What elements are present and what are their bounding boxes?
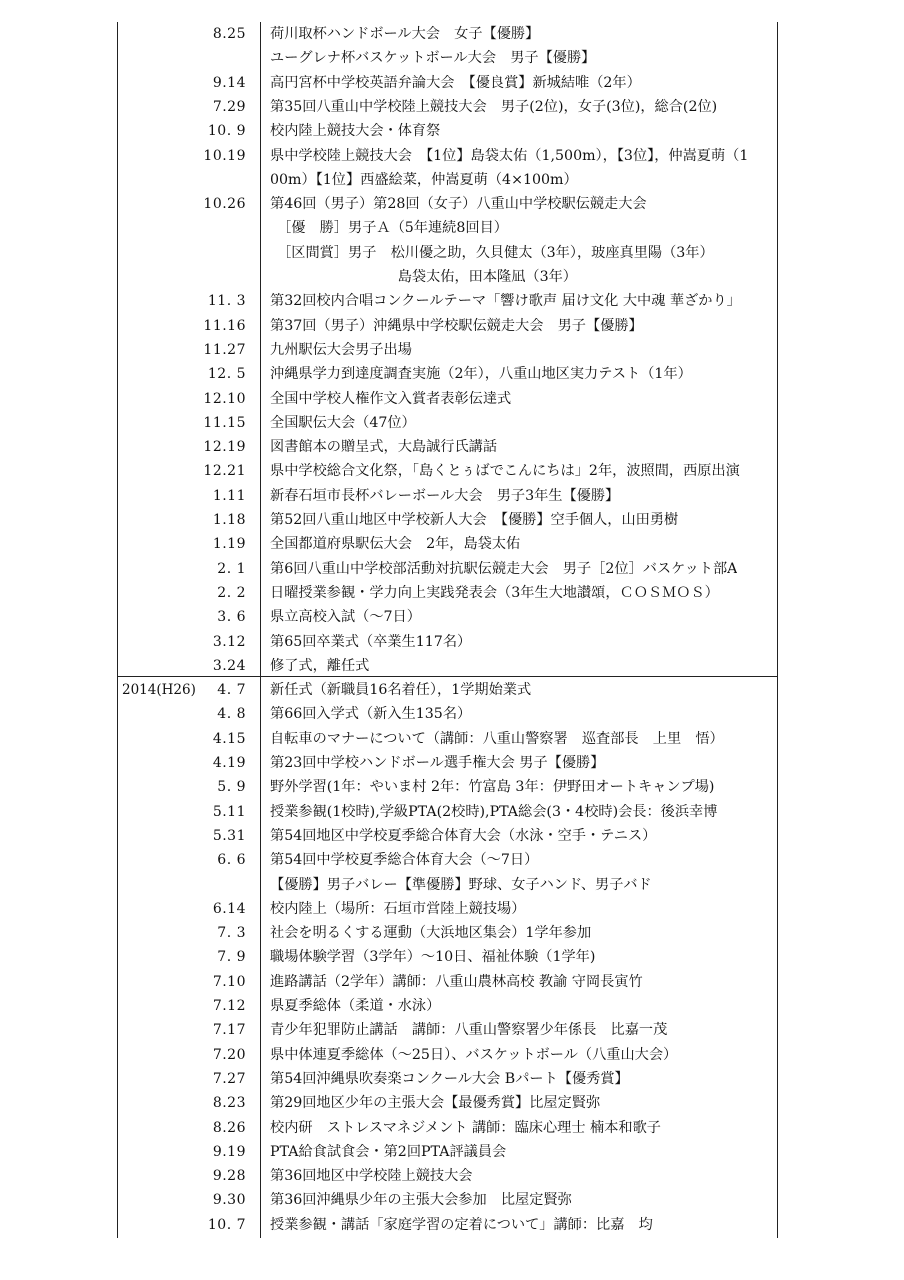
event-cell: 荷川取杯ハンドボール大会 女子【優勝】 bbox=[270, 26, 540, 42]
event-cell: 県立高校入試（～7日） bbox=[270, 609, 421, 626]
table-row bbox=[0, 897, 904, 921]
date-cell: 3.12 bbox=[212, 633, 246, 650]
table-row bbox=[0, 1140, 904, 1164]
table-row bbox=[0, 605, 904, 629]
table-row bbox=[0, 387, 904, 411]
date-cell: 9.14 bbox=[212, 74, 246, 91]
table-row bbox=[0, 192, 904, 216]
table-row bbox=[0, 459, 904, 483]
date-cell: 7.10 bbox=[212, 973, 246, 990]
event-cell: 職場体験学習（3学年）～10日、福祉体験（1学年) bbox=[270, 949, 596, 966]
event-cell: 県中体連夏季総体（～25日）、バスケットボール（八重山大会） bbox=[270, 1046, 678, 1063]
event-cell: 第35回八重山中学校陸上競技大会 男子(2位)，女子(3位)，総合(2位) bbox=[270, 98, 718, 115]
event-cell: ユーグレナ杯バスケットボール大会 男子【優勝】 bbox=[270, 50, 596, 67]
table-row bbox=[0, 168, 904, 192]
event-cell: 県中学校陸上競技大会 【1位】島袋太佑（1,500m），【3位】，仲嵩夏萌（1 bbox=[270, 147, 749, 164]
event-cell: 第36回地区中学校陸上競技大会 bbox=[270, 1168, 473, 1185]
table-row bbox=[0, 484, 904, 508]
date-cell: 10.26 bbox=[203, 196, 246, 213]
table-row bbox=[0, 119, 904, 143]
event-cell: 図書館本の贈呈式，大島誠行氏講話 bbox=[270, 439, 498, 456]
table-row bbox=[0, 241, 904, 265]
table-row bbox=[0, 71, 904, 95]
date-cell: 7.20 bbox=[212, 1046, 246, 1063]
date-cell: 9.28 bbox=[212, 1168, 246, 1185]
date-cell: 11. 3 bbox=[207, 293, 246, 310]
table-row bbox=[0, 970, 904, 994]
date-cell: 1.18 bbox=[212, 512, 246, 528]
event-cell: ［優 勝］男子Ａ（5年連続8回目） bbox=[270, 220, 508, 237]
table-row bbox=[0, 775, 904, 799]
table-row bbox=[0, 411, 904, 435]
event-cell: 進路講話（2学年）講師：八重山農林高校 教諭 守岡長寅竹 bbox=[270, 973, 643, 990]
year-cell: 2014(H26) bbox=[122, 682, 196, 699]
table-row bbox=[0, 22, 904, 46]
date-cell: 9.19 bbox=[212, 1143, 246, 1160]
date-cell: 10. 9 bbox=[207, 123, 246, 140]
event-cell: 第54回中学校夏季総合体育大会（～7日） bbox=[270, 852, 539, 869]
table-row bbox=[0, 532, 904, 556]
table-row bbox=[0, 1067, 904, 1091]
date-cell: 7. 9 bbox=[217, 949, 246, 966]
date-cell: 8.23 bbox=[212, 1095, 246, 1112]
date-cell: 6.14 bbox=[212, 900, 246, 917]
date-cell: 11.16 bbox=[203, 317, 246, 334]
table-row bbox=[0, 994, 904, 1018]
date-cell: 7. 3 bbox=[217, 925, 246, 942]
date-cell: 2. 2 bbox=[217, 584, 246, 601]
event-cell: 野外学習(1年：やいま村 2年：竹富島 3年：伊野田オートキャンプ場) bbox=[270, 779, 715, 796]
date-cell: 1.19 bbox=[212, 536, 246, 553]
date-cell: 1.11 bbox=[212, 487, 246, 504]
table-row bbox=[0, 289, 904, 313]
table-row bbox=[0, 581, 904, 605]
date-cell: 4.19 bbox=[212, 755, 246, 771]
table-row bbox=[0, 216, 904, 240]
table-row bbox=[0, 557, 904, 581]
table-row bbox=[0, 824, 904, 848]
table-row bbox=[0, 362, 904, 386]
date-cell: 12.19 bbox=[203, 439, 246, 456]
table-row bbox=[0, 945, 904, 969]
date-cell: 5.11 bbox=[212, 803, 246, 820]
date-cell: 7.17 bbox=[212, 1022, 246, 1039]
date-cell: 6. 6 bbox=[217, 852, 246, 869]
table-row bbox=[0, 144, 904, 168]
event-cell: 第6回八重山中学校部活動対抗駅伝競走大会 男子［2位］バスケット部A bbox=[270, 560, 738, 577]
table-row bbox=[0, 1043, 904, 1067]
table-row bbox=[0, 314, 904, 338]
event-cell: 県中学校総合文化祭，「島くとぅばでこんにちは」2年，波照間，西原出演 bbox=[270, 463, 740, 480]
event-cell: 青少年犯罪防止講話 講師：八重山警察署少年係長 比嘉一茂 bbox=[270, 1022, 668, 1039]
table-row bbox=[0, 654, 904, 678]
date-cell: 7.29 bbox=[212, 98, 246, 115]
event-cell: PTA給食試食会・第2回PTA評議員会 bbox=[270, 1143, 507, 1160]
event-cell: 第37回（男子）沖縄県中学校駅伝競走大会 男子【優勝】 bbox=[270, 317, 643, 334]
table-row bbox=[0, 435, 904, 459]
event-cell: 第52回八重山地区中学校新人大会 【優勝】空手個人，山田勇樹 bbox=[270, 512, 679, 528]
table-row bbox=[0, 727, 904, 751]
date-cell: 3.24 bbox=[212, 657, 246, 674]
event-cell: ［区間賞］男子 松川優之助，久貝健太（3年），玻座真里陽（3年） bbox=[270, 244, 714, 261]
date-cell: 5. 9 bbox=[217, 779, 246, 796]
table-row bbox=[0, 265, 904, 289]
event-cell: 第29回地区少年の主張大会【最優秀賞】比屋定賢弥 bbox=[270, 1095, 601, 1112]
table-row bbox=[0, 1091, 904, 1115]
event-cell: 全国都道府県駅伝大会 2年，島袋太佑 bbox=[270, 536, 521, 553]
event-cell: 【優勝】男子バレー【準優勝】野球、女子ハンド、男子バド bbox=[270, 876, 652, 893]
event-cell: 九州駅伝大会男子出場 bbox=[270, 341, 412, 358]
table-row bbox=[0, 630, 904, 654]
event-cell: 修了式，離任式 bbox=[270, 657, 370, 674]
table-row bbox=[0, 1213, 904, 1237]
date-cell: 9.30 bbox=[212, 1192, 246, 1209]
date-cell: 7.12 bbox=[212, 998, 246, 1014]
event-cell: 第54回地区中学校夏季総合体育大会（水泳・空手・テニス） bbox=[270, 827, 657, 844]
event-cell: 高円宮杯中学校英語弁論大会 【優良賞】新城結唯（2年） bbox=[270, 74, 641, 91]
event-cell: 第65回卒業式（卒業生117名） bbox=[270, 633, 472, 650]
event-cell: 社会を明るくする運動（大浜地区集会）1学年参加 bbox=[270, 925, 592, 942]
date-cell: 12.21 bbox=[203, 463, 246, 480]
event-cell: 校内陸上（場所：石垣市営陸上競技場） bbox=[270, 900, 526, 917]
table-row bbox=[0, 1018, 904, 1042]
date-cell: 5.31 bbox=[212, 827, 246, 844]
event-cell: 00m）【1位】西盛絵菜，仲嵩夏萌（4×100m） bbox=[270, 171, 578, 188]
date-cell: 10.19 bbox=[203, 147, 246, 164]
event-cell: 校内研 ストレスマネジメント 講師：臨床心理士 楠本和歌子 bbox=[270, 1119, 661, 1136]
table-row bbox=[0, 1188, 904, 1212]
date-cell: 10. 7 bbox=[207, 1216, 246, 1233]
event-cell: 全国駅伝大会（47位） bbox=[270, 414, 416, 431]
date-cell: 2. 1 bbox=[217, 560, 246, 577]
table-row bbox=[0, 46, 904, 70]
table-row bbox=[0, 921, 904, 945]
table-row bbox=[0, 508, 904, 532]
event-cell: 県夏季総体（柔道・水泳） bbox=[270, 998, 441, 1014]
date-cell: 12. 5 bbox=[207, 366, 246, 383]
date-cell: 3. 6 bbox=[217, 609, 246, 626]
event-cell: 自転車のマナーについて（講師：八重山警察署 巡査部長 上里 悟） bbox=[270, 730, 724, 747]
event-cell: 沖縄県学力到達度調査実施（2年），八重山地区実力テスト（1年） bbox=[270, 366, 692, 383]
date-cell: 4. 7 bbox=[217, 682, 246, 699]
date-cell: 4. 8 bbox=[217, 706, 246, 723]
date-cell: 8.25 bbox=[212, 26, 246, 42]
event-cell: 島袋太佑，田本隆凪（3年） bbox=[270, 269, 577, 285]
table-row bbox=[0, 338, 904, 362]
table-row bbox=[0, 95, 904, 119]
table-row bbox=[0, 800, 904, 824]
date-cell: 11.15 bbox=[203, 414, 246, 431]
event-cell: 第36回沖縄県少年の主張大会参加 比屋定賢弥 bbox=[270, 1192, 572, 1209]
date-cell: 7.27 bbox=[212, 1070, 246, 1087]
event-cell: 日曜授業参観・学力向上実践発表会（3年生大地讃頌，ＣＯＳＭＯＳ） bbox=[270, 584, 719, 601]
event-cell: 新春石垣市長杯バレーボール大会 男子3年生【優勝】 bbox=[270, 487, 620, 504]
table-row bbox=[0, 873, 904, 897]
event-cell: 授業参観・講話「家庭学習の定着について」講師：比嘉 均 bbox=[270, 1216, 653, 1233]
table-row bbox=[0, 702, 904, 726]
event-cell: 第66回入学式（新入生135名） bbox=[270, 706, 472, 723]
event-cell: 新任式（新職員16名着任），1学期始業式 bbox=[270, 682, 532, 699]
event-cell: 校内陸上競技大会・体育祭 bbox=[270, 123, 441, 140]
table-row bbox=[0, 678, 904, 702]
event-cell: 第54回沖縄県吹奏楽コンクール大会 Bパート【優秀賞】 bbox=[270, 1070, 629, 1087]
date-cell: 4.15 bbox=[212, 730, 246, 747]
date-cell: 12.10 bbox=[203, 390, 246, 407]
date-cell: 8.26 bbox=[212, 1119, 246, 1136]
table-row bbox=[0, 751, 904, 775]
event-cell: 第46回（男子）第28回（女子）八重山中学校駅伝競走大会 bbox=[270, 196, 647, 213]
table-row bbox=[0, 1164, 904, 1188]
event-cell: 第32回校内合唱コンクールテーマ「響け歌声 届け文化 大中魂 華ざかり」 bbox=[270, 293, 741, 310]
table-row bbox=[0, 848, 904, 872]
date-cell: 11.27 bbox=[203, 341, 246, 358]
table-row bbox=[0, 1116, 904, 1140]
event-cell: 第23回中学校ハンドボール選手権大会 男子【優勝】 bbox=[270, 755, 605, 771]
event-cell: 全国中学校人権作文入賞者表彰伝達式 bbox=[270, 390, 512, 407]
event-cell: 授業参観(1校時),学級PTA(2校時),PTA総会(3・4校時)会長：後浜幸博 bbox=[270, 803, 718, 820]
